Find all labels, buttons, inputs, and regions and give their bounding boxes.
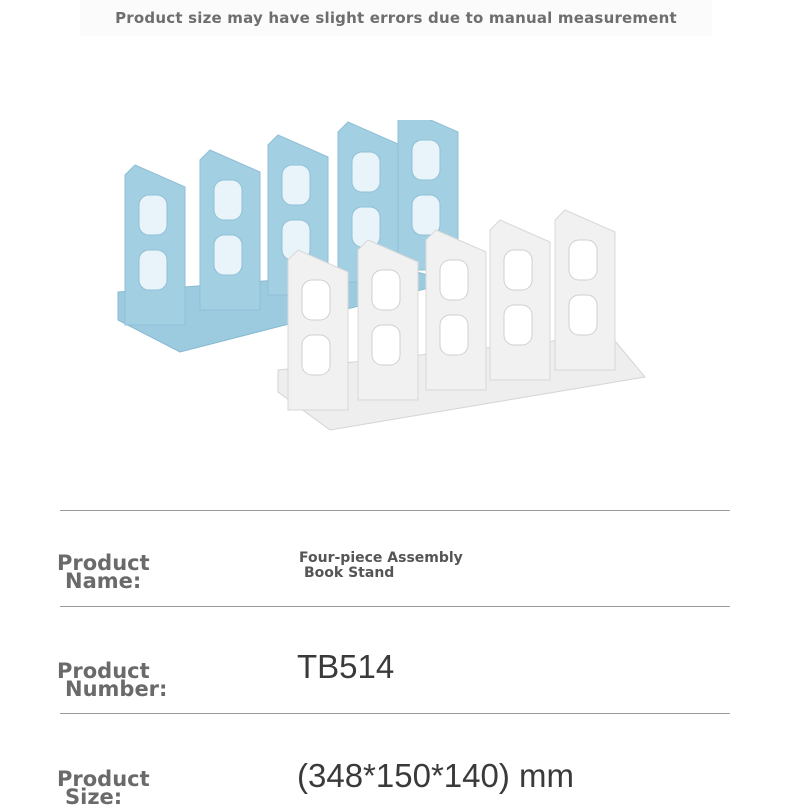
product-number-label: Product Number: (57, 659, 168, 701)
book-stand-product-image (100, 120, 660, 450)
product-number-value: TB514 (297, 648, 395, 685)
measurement-notice: Product size may have slight errors due to manual measurement (80, 0, 712, 36)
product-name-label: Product Name: (57, 551, 150, 593)
product-size-label: Product Size: (57, 767, 150, 809)
white-book-stand (278, 210, 645, 430)
product-name-value: Four-piece Assembly Book Stand (299, 550, 463, 581)
divider (60, 510, 730, 511)
divider (60, 606, 730, 607)
product-size-value: (348*150*140) mm (297, 757, 574, 794)
divider (60, 713, 730, 714)
